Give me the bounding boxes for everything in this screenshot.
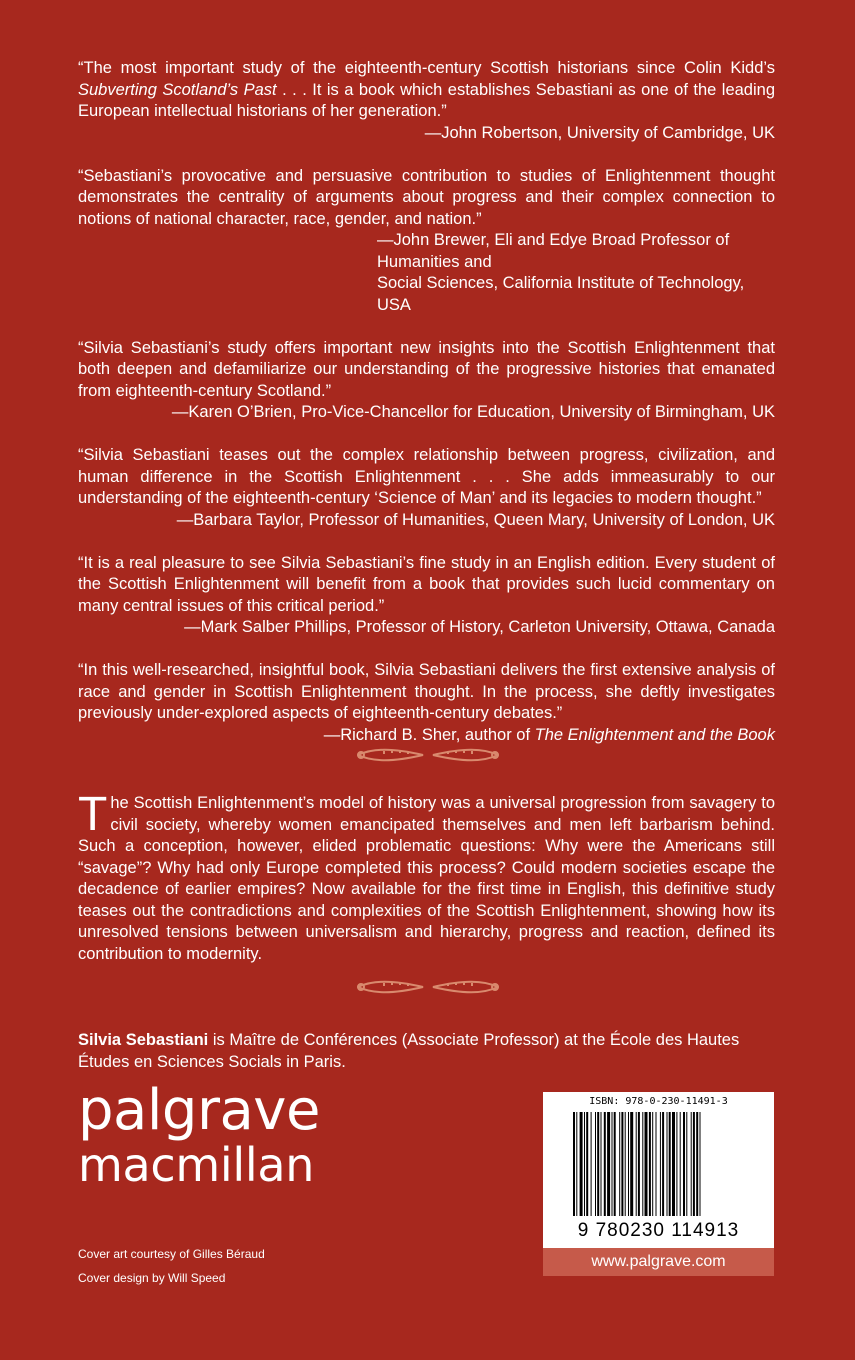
barcode-bar <box>686 1112 687 1216</box>
flourish-icon <box>353 976 503 998</box>
book-description <box>78 788 775 965</box>
cover-credits <box>78 1242 265 1290</box>
barcode-bar <box>636 1112 637 1216</box>
publisher-logo <box>78 1078 320 1192</box>
barcode-bar <box>649 1112 651 1216</box>
flourish-icon <box>353 744 503 766</box>
endorsement-5 <box>78 553 775 639</box>
endorsements <box>78 58 775 768</box>
barcode-bar <box>580 1112 583 1216</box>
endorsement-6 <box>78 660 775 746</box>
endorsement-attribution: —Barbara Taylor, Professor of Humanities, Queen Mary, University of London, UK <box>176 510 775 529</box>
endorsement-attribution: —John Robertson, University of Cambridge, UK <box>424 123 775 142</box>
barcode-bar <box>595 1112 596 1216</box>
endorsement-attribution: —Richard B. Sher, author of <box>323 725 535 744</box>
barcode-bar <box>612 1112 613 1216</box>
barcode-bar <box>584 1112 585 1216</box>
barcode-bar <box>576 1112 577 1216</box>
barcode-bar <box>586 1112 588 1216</box>
barcode-bar <box>621 1112 623 1216</box>
barcode-bar <box>645 1112 648 1216</box>
barcode-bar <box>652 1112 653 1216</box>
endorsement-4 <box>78 445 775 531</box>
endorsement-2 <box>78 166 775 317</box>
description-text: he Scottish Enlightenment’s model of history was a universal progression from savagery to civil society, whereby women emancipated themselves and men left barbarism behind. Such a conception, however, elided problematic questions: Why were the Americans still “savage”? Why had only Europe completed this process? Could modern societies escape the decadence of earlier empires? Now available for the first time in English, this definitive study teases out the contradictions and complexities of the Scottish Enlightenment, showing how its unresolved tensions between universalism and hierarchy, progress and reaction, defined its contribution to modernity. <box>78 794 775 963</box>
publisher-logo-line2: macmillan <box>78 1138 315 1192</box>
endorsement-quote: “Silvia Sebastiani teases out the complex relationship between progress, civilization, and human difference in the Scottish Enlightenment . . . She adds immeasurably to our understanding of the eighteenth-century ‘Science of Man’ and its legacies to modern thought.” <box>78 446 775 507</box>
barcode-bar <box>573 1112 575 1216</box>
barcode-bar <box>625 1112 626 1216</box>
barcode-bar <box>662 1112 664 1216</box>
barcode-bar <box>591 1112 592 1216</box>
endorsement-quote: “The most important study of the eighteenth-century Scottish historians since Colin Kidd’s <box>78 59 775 77</box>
book-title: The Enlightenment and the Book <box>534 725 775 744</box>
endorsement-attribution: Social Sciences, California Institute of Technology, USA <box>377 274 745 314</box>
publisher-logo-line1: palgrave <box>78 1078 320 1143</box>
endorsement-quote: . . . It is a book which establishes Sebastiani as one of the leading European intellectual historians of her generation.” <box>78 80 775 120</box>
barcode-bar <box>693 1112 695 1216</box>
endorsement-3 <box>78 338 775 424</box>
author-name: Silvia Sebastiani <box>78 1031 209 1049</box>
barcode-bar <box>614 1112 616 1216</box>
publisher-url: www.palgrave.com <box>543 1248 774 1276</box>
barcode-bar <box>667 1112 668 1216</box>
book-title: Subverting Scotland’s Past <box>78 80 277 99</box>
ornament-divider-top <box>0 744 855 771</box>
barcode-bar <box>628 1112 629 1216</box>
barcode-bar <box>597 1112 599 1216</box>
barcode-bar <box>619 1112 620 1216</box>
barcode-bar <box>642 1112 643 1216</box>
endorsement-attribution: —John Brewer, Eli and Edye Broad Professor of Humanities and <box>377 231 730 271</box>
endorsement-quote: “In this well-researched, insightful book, Silvia Sebastiani delivers the first extensive analysis of race and gender in Scottish Enlightenment thought. In the process, she deftly investigates previously under-explored aspects of eighteenth-century debates.” <box>78 661 775 722</box>
endorsement-quote: “It is a real pleasure to see Silvia Sebastiani’s fine study in an English edition. Every student of the Scottish Enlightenment will benefit from a book that provides such lucid commentary on many central issues of this critical period.” <box>78 553 775 615</box>
author-bio <box>78 1030 775 1073</box>
barcode-bar <box>638 1112 640 1216</box>
barcode-bar <box>630 1112 633 1216</box>
barcode-bar <box>676 1112 677 1216</box>
barcode-bar <box>607 1112 610 1216</box>
barcode-bar <box>700 1112 701 1216</box>
barcode-bar <box>680 1112 681 1216</box>
barcode-bar <box>669 1112 671 1216</box>
barcode-bar <box>683 1112 685 1216</box>
ornament-divider-bottom <box>0 976 855 1003</box>
endorsement-attribution: —Mark Salber Phillips, Professor of History, Carleton University, Ottawa, Canada <box>184 618 775 636</box>
barcode-icon <box>573 1112 744 1218</box>
endorsement-quote: “Sebastiani’s provocative and persuasive contribution to studies of Enlightenment thought demonstrates the centrality of arguments about progress and their complex connection to notions of national character, race, gender, and nation.” <box>78 166 775 228</box>
endorsement-1 <box>78 58 775 144</box>
barcode-bar <box>672 1112 675 1216</box>
cover-art-credit: Cover art courtesy of Gilles Béraud <box>78 1247 265 1261</box>
isbn-digits: 9 780230 114913 <box>577 1220 740 1241</box>
barcode-bar <box>660 1112 661 1216</box>
barcode-bar <box>601 1112 602 1216</box>
barcode-bar <box>656 1112 657 1216</box>
barcode-bar <box>691 1112 692 1216</box>
endorsement-attribution: —Karen O’Brien, Pro-Vice-Chancellor for Education, University of Birmingham, UK <box>171 403 775 421</box>
barcode-bar <box>604 1112 606 1216</box>
barcode-panel <box>543 1092 774 1276</box>
barcode-bar <box>696 1112 698 1216</box>
isbn-label: ISBN: 978-0-230-11491-3 <box>589 1096 728 1107</box>
drop-cap: T <box>78 788 108 841</box>
author-bio-text: is Maître de Conférences (Associate Professor) at the École des Hautes Études en Sciences Socials in Paris. <box>78 1031 740 1071</box>
endorsement-quote: “Silvia Sebastiani’s study offers important new insights into the Scottish Enlightenment that both deepen and defamiliarize our understanding of the progressive histories that emanated from eighteenth-century Scotland.” <box>78 338 775 400</box>
cover-design-credit: Cover design by Will Speed <box>78 1271 226 1285</box>
